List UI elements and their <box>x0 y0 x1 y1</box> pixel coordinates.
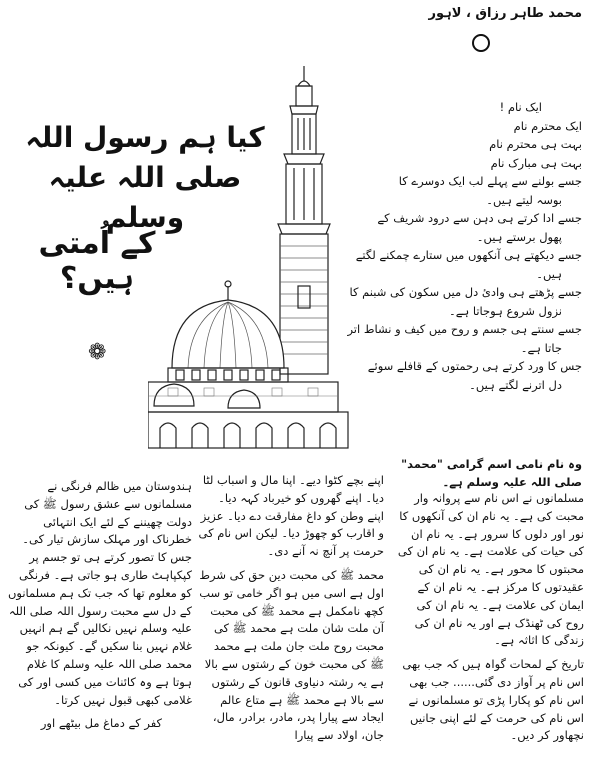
poem-line: جسے دیکھتے ہی آنکھوں میں ستارے چمکنے لگتے <box>355 248 582 262</box>
paragraph: اپنے بچے کٹوا دیے۔ اپنا مال و اسباب لٹا دیا۔ اپنے گھروں کو خیرباد کہہ دیا۔ اپنے وطن کو داغ مفارقت دے دیا۔ عزیز و اقارب کو چھوڑ دیا۔ لیکن اس نام کی حرمت پر آنچ نہ آنے دی۔ <box>198 473 384 559</box>
poem-line: بہت ہی محترم نام <box>489 137 582 151</box>
column-middle <box>198 472 384 751</box>
column-left <box>6 478 192 739</box>
paragraph: کفر کے دماغ مل بیٹھے اور <box>40 716 162 731</box>
verse-block: محمد ﷺ کی محبت دین حق کی شرط اول ہے اسی میں ہو اگر خامی تو سب کچھ نامکمل ہے محمد ﷺ کی محبت آن ملت شان ملت ہے محمد ﷺ کی محبت روح ملت جان ملت ہے محمد ﷺ کی محبت خون کے رشتوں سے بالا ہے یہ رشتہ دنیاوی قانون کے رشتوں سے بالا ہے محمد ﷺ ہے متاع عالم ایجاد سے پیارا پدر، مادر، برادر، مال، جان، اولاد سے پیارا <box>199 567 384 743</box>
poem-line: دل اترنے لگتے ہیں۔ <box>469 377 562 392</box>
poem-line: جسے بولنے سے پہلے لب ایک دوسرے کا <box>398 174 582 188</box>
poem-line: جسے پڑھتے ہی وادیٔ دل میں سکون کی شبنم کا <box>349 285 582 299</box>
poem-heading: ایک نام ! <box>499 100 542 114</box>
poem-line: جس کا ورد کرتے ہی رحمتوں کے قافلے سوئے <box>367 359 582 373</box>
poem-block <box>347 98 582 394</box>
paragraph: ہندوستان میں ظالم فرنگی نے مسلمانوں سے عشق رسول ﷺ کی دولت چھیننے کے لئے ایک انتہائی خطرناک اور مہلک سازش تیار کی۔ جس کا تصور کرتے ہی تو جسم پر کپکپاہٹ طاری ہو جاتی ہے۔ فرنگی کو معلوم تھا کہ جب تک ہم مسلمانوں کے دل سے محبت رسول اللہ صلی اللہ علیہ وسلم نہیں نکالیں گے ہم انہیں غلام نہیں بنا سکیں گے۔ کیونکہ جو محمد صلی اللہ علیہ وسلم کا غلام ہوتا ہے وہ کائنات میں کسی اور کی غلامی کبھی قبول نہیں کرتا۔ <box>7 479 192 707</box>
poem-closing: وہ نام نامی اسم گرامی "محمد" صلی اللہ علیہ وسلم ہے۔ <box>401 457 582 489</box>
poem-line: جسے ادا کرتے ہی دہن سے درود شریف کے <box>377 211 582 225</box>
poem-line: بوسہ لیتے ہیں۔ <box>486 192 562 207</box>
poem-line: ہیں۔ <box>536 266 562 281</box>
poem-line: جاتا ہے۔ <box>520 340 562 355</box>
column-right <box>396 490 584 751</box>
flower-ornament-icon: ❁ <box>88 340 107 365</box>
poem-line: ایک محترم نام <box>513 118 582 133</box>
poem-line: نزول شروع ہوجاتا ہے۔ <box>448 303 562 318</box>
article-subtitle: کے اُمتی ہیں؟ <box>38 226 156 296</box>
paragraph: تاریخ کے لمحات گواہ ہیں کہ جب بھی اس نام پر آواز دی گئی...... جب بھی اس نام کو پکارا پڑی تو مسلمانوں نے اس نام کی حرمت کے لئے اپنی جانیں نچھاور کر دیں۔ <box>402 657 584 743</box>
author-byline: محمد طاہر رزاق ، لاہور <box>428 6 582 21</box>
poem-line: بہت ہی مبارک نام <box>490 155 582 170</box>
poem-line: جسے سنتے ہی جسم و روح میں کیف و نشاط اتر <box>347 322 582 336</box>
circle-mark-icon <box>472 34 490 52</box>
paragraph: مسلمانوں نے اس نام سے پروانہ وار محبت کی ہے۔ یہ نام ان کی آنکھوں کا نور اور دلوں کا سرور ہے۔ یہ نام ان کی حیات کی علامت ہے۔ یہ نام ان کی محبتوں کا محور ہے۔ یہ نام ان کی عقیدتوں کا مرکز ہے۔ یہ نام ان کے ایمان کی علامت ہے۔ یہ نام ان کی روح کی ٹھنڈک ہے اور یہ نام ان کی زندگی کا اثاثہ ہے۔ <box>397 491 584 648</box>
poem-line: پھول برستے ہیں۔ <box>476 229 562 244</box>
article-title: کیا ہم رسول اللہ صلی اللہ علیہ وسلم <box>25 121 265 234</box>
mosque-illustration <box>148 56 384 456</box>
